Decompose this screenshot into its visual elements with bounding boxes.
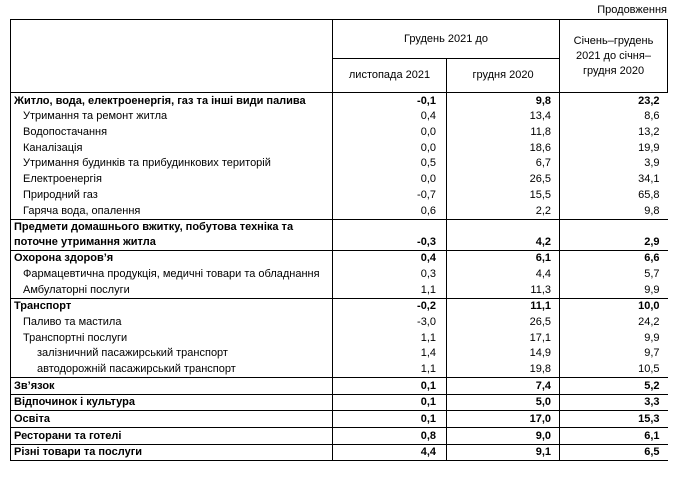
table-row [11, 298, 668, 314]
value-vs-nov-2021: 1,4 [333, 346, 447, 362]
value-year-over-year: 19,9 [560, 140, 668, 156]
value-vs-dec-2020: 19,8 [447, 361, 560, 377]
value-vs-dec-2020: 4,2 [447, 219, 560, 250]
table-row [11, 140, 668, 156]
table-row [11, 109, 668, 125]
value-year-over-year: 65,8 [560, 187, 668, 203]
value-vs-dec-2020: 26,5 [447, 171, 560, 187]
value-vs-dec-2020: 18,6 [447, 140, 560, 156]
table-row [11, 378, 668, 395]
row-label: Утримання та ремонт житла [11, 109, 333, 125]
value-vs-nov-2021: -0,3 [333, 219, 447, 250]
row-label: Відпочинок і культура [11, 394, 333, 411]
value-year-over-year: 34,1 [560, 171, 668, 187]
value-vs-nov-2021: -3,0 [333, 314, 447, 330]
value-vs-nov-2021: 0,0 [333, 140, 447, 156]
row-label: Природний газ [11, 187, 333, 203]
table-row [11, 124, 668, 140]
value-year-over-year: 8,6 [560, 109, 668, 125]
table-row [11, 203, 668, 219]
table-row [11, 282, 668, 298]
value-vs-dec-2020: 26,5 [447, 314, 560, 330]
table-row [11, 171, 668, 187]
row-label: Предмети домашнього вжитку, побутова техніка та поточне утримання житла [11, 219, 333, 250]
value-year-over-year: 3,3 [560, 394, 668, 411]
value-vs-dec-2020: 15,5 [447, 187, 560, 203]
row-label: Транспортні послуги [11, 330, 333, 346]
value-vs-nov-2021: 0,4 [333, 109, 447, 125]
table-body [11, 93, 668, 461]
value-vs-nov-2021: -0,2 [333, 298, 447, 314]
row-label: Паливо та мастила [11, 314, 333, 330]
table-row [11, 428, 668, 445]
row-label: Різні товари та послуги [11, 444, 333, 461]
value-vs-dec-2020: 11,3 [447, 282, 560, 298]
row-label: Ресторани та готелі [11, 428, 333, 445]
row-label: Амбулаторні послуги [11, 282, 333, 298]
value-year-over-year: 9,9 [560, 282, 668, 298]
table-row [11, 346, 668, 362]
value-year-over-year: 3,9 [560, 156, 668, 172]
table-row [11, 330, 668, 346]
row-label: залізничний пасажирський транспорт [11, 346, 333, 362]
value-vs-dec-2020: 9,1 [447, 444, 560, 461]
row-label: Гаряча вода, опалення [11, 203, 333, 219]
value-vs-dec-2020: 9,0 [447, 428, 560, 445]
value-vs-dec-2020: 6,7 [447, 156, 560, 172]
table-row [11, 361, 668, 377]
value-year-over-year: 13,2 [560, 124, 668, 140]
value-vs-dec-2020: 2,2 [447, 203, 560, 219]
value-vs-nov-2021: 1,1 [333, 282, 447, 298]
value-year-over-year: 9,9 [560, 330, 668, 346]
value-vs-nov-2021: 0,1 [333, 394, 447, 411]
value-vs-dec-2020: 7,4 [447, 378, 560, 395]
value-vs-nov-2021: 0,6 [333, 203, 447, 219]
row-label: Каналізація [11, 140, 333, 156]
table-row [11, 93, 668, 109]
row-label: Утримання будинків та прибудинкових територій [11, 156, 333, 172]
value-vs-nov-2021: 0,0 [333, 171, 447, 187]
value-year-over-year: 2,9 [560, 219, 668, 250]
table-row [11, 250, 668, 266]
value-vs-dec-2020: 11,8 [447, 124, 560, 140]
value-year-over-year: 6,6 [560, 250, 668, 266]
header-col3: Січень–грудень 2021 до січня–грудня 2020 [560, 20, 668, 93]
value-vs-dec-2020: 13,4 [447, 109, 560, 125]
value-year-over-year: 15,3 [560, 411, 668, 428]
value-vs-nov-2021: 4,4 [333, 444, 447, 461]
value-vs-nov-2021: 0,1 [333, 378, 447, 395]
value-vs-nov-2021: -0,7 [333, 187, 447, 203]
row-label: Водопостачання [11, 124, 333, 140]
value-year-over-year: 5,7 [560, 266, 668, 282]
value-vs-dec-2020: 4,4 [447, 266, 560, 282]
row-label: автодорожній пасажирський транспорт [11, 361, 333, 377]
row-label: Зв’язок [11, 378, 333, 395]
value-vs-nov-2021: 1,1 [333, 330, 447, 346]
table-row [11, 394, 668, 411]
value-vs-nov-2021: 0,8 [333, 428, 447, 445]
row-label: Фармацевтична продукція, медичні товари та обладнання [11, 266, 333, 282]
value-year-over-year: 24,2 [560, 314, 668, 330]
value-vs-nov-2021: 0,3 [333, 266, 447, 282]
header-col1: листопада 2021 [333, 59, 447, 93]
row-label: Освіта [11, 411, 333, 428]
value-vs-nov-2021: -0,1 [333, 93, 447, 109]
value-vs-nov-2021: 1,1 [333, 361, 447, 377]
value-year-over-year: 5,2 [560, 378, 668, 395]
value-year-over-year: 6,1 [560, 428, 668, 445]
value-vs-nov-2021: 0,5 [333, 156, 447, 172]
value-year-over-year: 10,5 [560, 361, 668, 377]
value-year-over-year: 10,0 [560, 298, 668, 314]
value-vs-dec-2020: 9,8 [447, 93, 560, 109]
price-index-table [10, 19, 668, 461]
row-label: Охорона здоров’я [11, 250, 333, 266]
table-header [11, 20, 668, 93]
row-label: Електроенергія [11, 171, 333, 187]
value-vs-dec-2020: 14,9 [447, 346, 560, 362]
table-row [11, 314, 668, 330]
value-vs-dec-2020: 17,0 [447, 411, 560, 428]
table-row [11, 444, 668, 461]
table-row [11, 156, 668, 172]
value-vs-dec-2020: 11,1 [447, 298, 560, 314]
value-year-over-year: 6,5 [560, 444, 668, 461]
value-vs-dec-2020: 17,1 [447, 330, 560, 346]
value-year-over-year: 23,2 [560, 93, 668, 109]
continuation-note: Продовження [597, 4, 667, 16]
value-vs-dec-2020: 5,0 [447, 394, 560, 411]
value-vs-nov-2021: 0,4 [333, 250, 447, 266]
header-group: Грудень 2021 до [333, 20, 560, 59]
table-row [11, 187, 668, 203]
header-empty-cell [11, 20, 333, 93]
table-row [11, 411, 668, 428]
table-row [11, 219, 668, 250]
row-label: Житло, вода, електроенергія, газ та інші види палива [11, 93, 333, 109]
value-year-over-year: 9,7 [560, 346, 668, 362]
row-label: Транспорт [11, 298, 333, 314]
value-year-over-year: 9,8 [560, 203, 668, 219]
table-row [11, 266, 668, 282]
value-vs-nov-2021: 0,0 [333, 124, 447, 140]
value-vs-nov-2021: 0,1 [333, 411, 447, 428]
header-col2: грудня 2020 [447, 59, 560, 93]
value-vs-dec-2020: 6,1 [447, 250, 560, 266]
